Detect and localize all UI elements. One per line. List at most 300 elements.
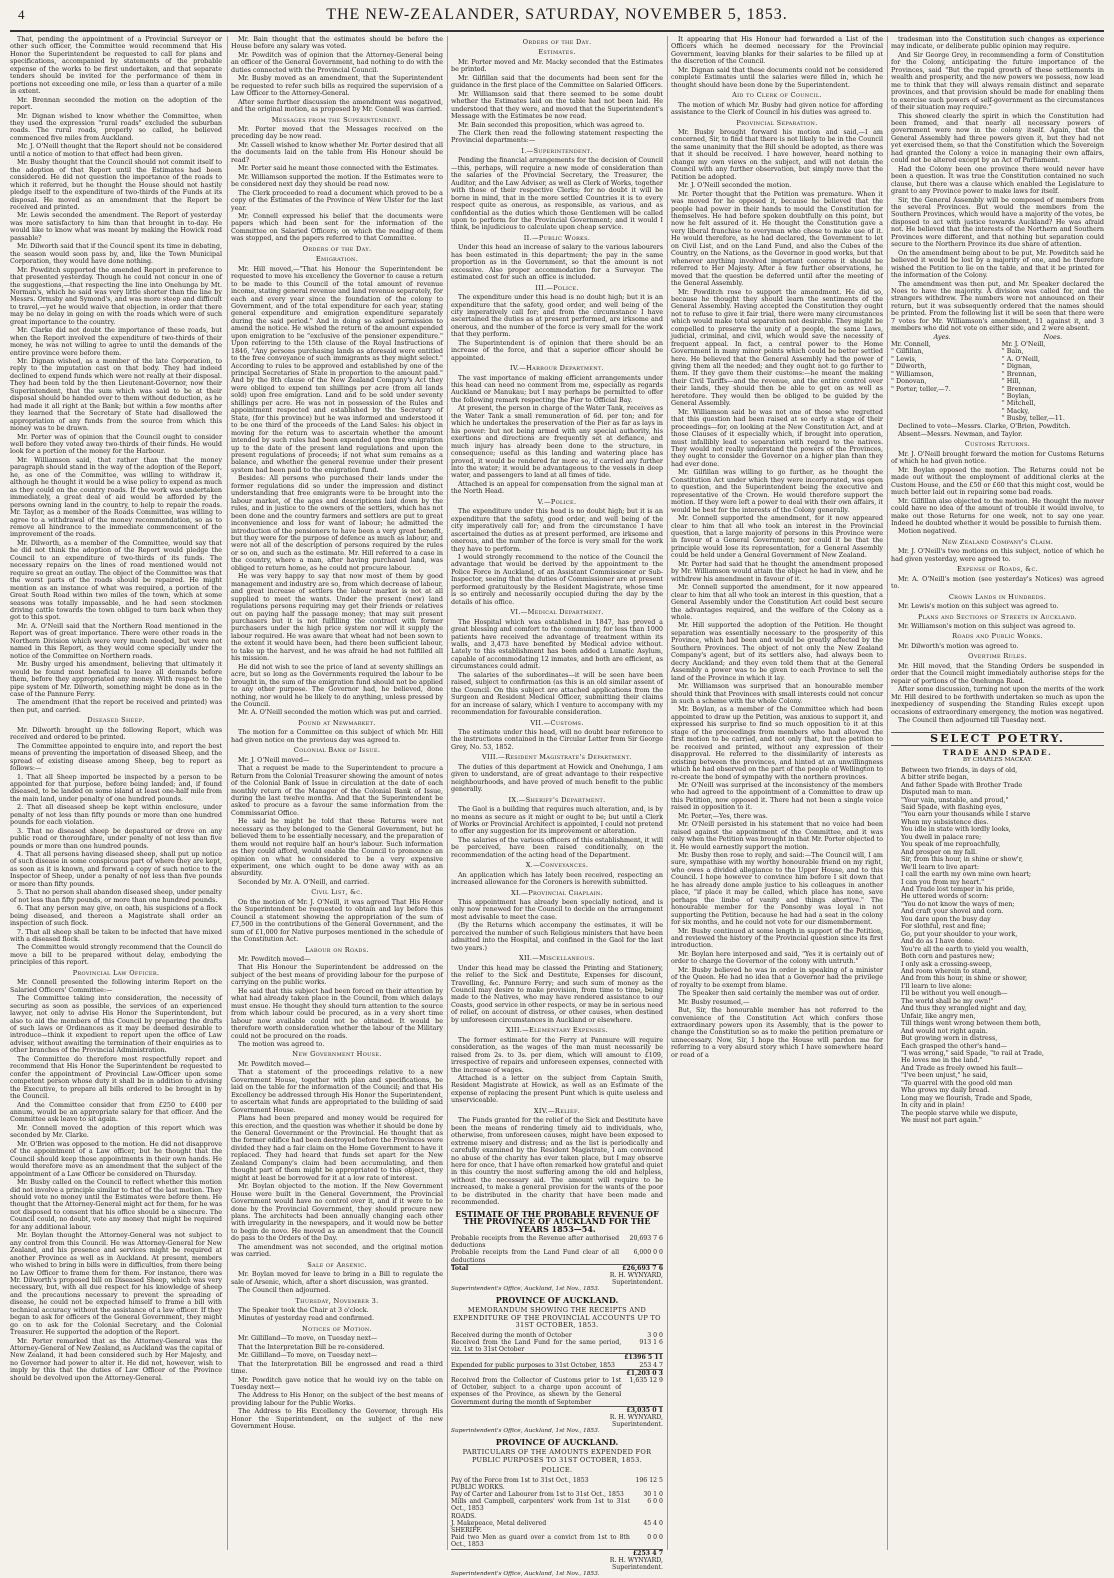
paragraph: Mr. O'Brien was opposed to the motion. He did not disapprove of the appointment of a Law officer, but he thought that the Council should keep those appointments in their own hands. He would therefore move as an amendment that the subject of the appointment of a Law Officer be considered on Thursday. bbox=[10, 1139, 222, 1178]
paragraph: Mr. Dignan said that these documents could not be considered complete Estimates until the salaries were filled in, which he thought should have been done by the Superintendent. bbox=[671, 65, 883, 89]
section-heading: Messages from the Superintendent. bbox=[271, 115, 403, 124]
paragraph: Mr. Boylan thought the Attorney-General was not subject to any control from this Council. He was Attorney-General for New Zealand, and his presence and services might be required at another Province as well as in Auckland. At present, members who wished to bring in bills were in difficulties, from there being no Law Officer to frame them for them. For instance, there was Mr. Dilworth's proposed bill on Diseased Sheep, which was very necessary, but, with all due respect for his knowledge of sheep and the precautions necessary to prevent the spreading of disease, he could not be expected himself to frame a bill with technical accuracy without the assistance of a law officer. If they began to ask for officers of the General Government, they might go on to ask for the Colonial Secretary, and the Colonial Treasurer. He supported the adoption of the Report. bbox=[10, 1231, 222, 1337]
section-heading: XII.—Miscellaneous. bbox=[518, 954, 596, 963]
table-row bbox=[451, 1362, 663, 1370]
paragraph: Mr. Boylan objected to the motion. If the New Government House were built in the General Government, the Provincial Government would have no control over it, and if it were to be done by the Provincial Government, they should procure new plans. The architects had been annually changing each other with irregularity in the newspapers, and it would now be better to begin de novo. He moved as an amendment that the Council do pass to the Orders of the Day. bbox=[231, 1182, 443, 1243]
section-heading: Diseased Sheep. bbox=[87, 716, 145, 725]
poem-line: And Trade as freely owned his fault— bbox=[901, 1063, 1023, 1072]
signature-block bbox=[451, 1414, 663, 1428]
section-heading: Civil List, &c. bbox=[311, 888, 363, 897]
paragraph: The Address to His Excellency the Governor, through His Honor the Superintendent, on the subject of the new Government House. bbox=[231, 1407, 443, 1431]
paragraph: The expenditure under this head is no doubt high; but it is an expenditure that the safety, good order, and well being of the city imperatively call for; and from the circumstance I have ascertained the duties as at present performed, are irksome and onerous, and the number of the force is very small for the work that they perform. bbox=[451, 293, 663, 339]
paragraph: 5. That no person shall abandon diseased sheep, under penalty of not less than fifty pounds, or more than one hundred pounds. bbox=[10, 888, 222, 904]
row-amount: 20,693 7 6 bbox=[629, 1235, 663, 1243]
paragraph: It appearing that His Honour had forwarded a List of the Officers which he deemed necessary for the Provincial Government, leaving blanks for their salaries to be filled up at the discretion of the Council. bbox=[671, 35, 883, 66]
signature-place: Superintendent's Office, Auckland, 1st Nov., 1853. bbox=[451, 1286, 600, 1293]
section-heading: XIII.—Elementary Expenses. bbox=[506, 1026, 608, 1035]
paragraph: Attached is an appeal for compensation from the signal man at the North Head. bbox=[451, 479, 663, 496]
section-heading: Provincial Law Officer. bbox=[72, 968, 160, 977]
paragraph: The duties of this department at Howick and Onehunga, I am given to understand, are of great advantage to their respective neighbourhoods, and have proved of much benefit to the public generally. bbox=[451, 762, 663, 794]
paragraph: The Address to His Honor, on the subject of the best means of providing labour for the Public Works. bbox=[231, 1391, 443, 1407]
list-item: " Porter, teller,—7. bbox=[891, 384, 951, 393]
paragraph: The Gaol is a building that requires much alteration, and, is by no means as secure as it might or ought to be; but until a Clerk of Works or Provincial Architect is appointed, I could not pretend to offer any suggestion for its improvement or alteration. bbox=[451, 805, 663, 836]
paragraph: The amendment was not seconded, and the original motion was carried. bbox=[231, 1242, 443, 1259]
list-item: " Macky, bbox=[1001, 406, 1030, 415]
paragraph: This showed clearly the spirit in which the Constitution had been framed, and that nearly all necessary powers of government were now in the colony itself. Again, that the General Assembly had three powers given it, but they had not yet exercised them, so that the Constitution which the Sovereign had granted the Colony a voice in managing their own affairs, could not be altered except by an Act of Parliament. bbox=[891, 111, 1104, 165]
paragraph: Mr. Lewis's motion on this subject was agreed to. bbox=[898, 602, 1059, 611]
paragraph: That a request be made to the Superintendent to procure a Return from the Colonial Treasurer showing the amount of notes of the Colonial Bank of Issue in circulation at the date of each monthly return of the Manager of the Colonial Bank of Issue, during the last twelve months. And that the Superintendent be asked to procure as a favour the same information from the Commissariat Office. bbox=[231, 764, 443, 817]
paragraph: 1. That all Sheep imported be inspected by a person to be appointed for that purpose, before being landed; and, if found diseased, to be landed on some island at least one-half mile from the main land, under penalty of one hundred pounds. bbox=[10, 772, 222, 803]
list-item: Mr. J. O'Neill, bbox=[1001, 340, 1046, 349]
poem-line: And craft your shovel and corn. bbox=[901, 907, 1004, 916]
table-row bbox=[451, 1339, 663, 1354]
table-row bbox=[451, 1513, 663, 1520]
paragraph: Mr. Dilworth's motion was agreed to. bbox=[898, 641, 1019, 650]
paragraph: Mr. Gilfillan also objected to the motion. He thought the mover could have no idea of the amount of trouble it would involve, to make out those Returns for one week, not to say one year. Indeed he doubted whether it would be possible to furnish them. bbox=[891, 496, 1104, 527]
paragraph: The motion for a Committee on this subject of which Mr. Hill had given notice on the previous day was agreed to. bbox=[231, 728, 443, 744]
paragraph: Mr. Busby brought forward his motion and said,—I am concerned, Sir, to find that there is not likely to be in the Council the same unanimity that the Bill should be adopted, as there was that it should be received. I have however, heard nothing to change my own views on the subject, and will not detain the Council with any further observation, but simply move that the Petition be adopted. bbox=[671, 127, 883, 181]
table-row bbox=[451, 1527, 663, 1534]
signature-title: Superintendent. bbox=[612, 1420, 663, 1428]
paragraph: Mr. A. O'Neill's motion (see yesterday's Notices) was agreed to. bbox=[891, 574, 1104, 591]
row-amount: 913 1 6 bbox=[639, 1338, 663, 1346]
particulars-section: POLICE. bbox=[541, 1466, 573, 1475]
list-item: " Brennan, bbox=[1001, 369, 1037, 378]
section-heading: Colonial Bank of Issue. bbox=[293, 746, 381, 755]
paragraph: Mr. Williamson said that there seemed to be some doubt whether the Estimates laid on the table had not been laid. He understood that they were, and moved that the Superintendent's Message with the Estimates be now read. bbox=[451, 89, 663, 121]
paragraph: The Clerk then read the following statement respecting the Provincial departments:— bbox=[451, 128, 663, 145]
signature-block bbox=[451, 1272, 663, 1286]
row-amount: £1,203 0 3 bbox=[621, 1369, 663, 1377]
row-label bbox=[451, 1406, 621, 1414]
paragraph: 2. That all diseased sheep be kept within enclosure, under penalty of not less than fifty pounds or more than one hundred pounds for each violation. bbox=[10, 803, 222, 827]
poem-line: Long may we flourish, Trade and Spade, bbox=[901, 1093, 1033, 1102]
poem-line: I'll be without you well enough— bbox=[901, 989, 1008, 998]
row-label bbox=[451, 1549, 630, 1557]
paragraph: Mr. Powditch was of opinion that the Attorney-General being an officer of the General Government, had nothing to do with the duties connected with the Provincial Council. bbox=[231, 50, 443, 74]
section-heading: XIV.—Relief. bbox=[533, 1106, 581, 1115]
page-number: 4 bbox=[18, 7, 26, 22]
paragraph: An application which has lately been received, respecting an increased allowance for the Coroners is herewith submitted. bbox=[451, 870, 663, 887]
poem-line: In city and in plain! bbox=[901, 1101, 965, 1110]
poem-line: And father Spade with Brother Trade bbox=[901, 780, 1023, 789]
paragraph: Mr. Connell expressed his belief that the documents were papers which had been sent for the information of the Committee on Salaried Officers; on which the reading of them was stopped, and the papers referred to that Committee. bbox=[231, 211, 443, 243]
signature-name: R. H. WYNYARD, bbox=[609, 1556, 663, 1564]
paragraph: The former estimate for the Ferry at Panmure will require consideration, as the wages of the man must necessarily be raised from 2s. to 3s. per diem, which will amount to £109, irrespective of repairs and unforeseen expenses, connected with the increase of wages. bbox=[451, 1035, 663, 1074]
poem-line: I'll learn to live alone: bbox=[901, 981, 972, 990]
paragraph: Mr. Porter remarked that as the Attorney-General was the Attorney-General of New Zealand, as Auckland was the capital of New Zealand, it had been considered such by Her Majesty, and no Governor had power to alter it. He did not, however, wish to imply by this that the duties of Law Officer of the Province should be devolved upon the Attorney-General. bbox=[10, 1336, 222, 1382]
paragraph: The Committee do therefore most respectfully report and recommend that His Honor the Superintendent be requested to confer the appointment of Provincial Law-Officer upon some competent person whose duty it shall be in addition to advising the Executive, to prepare all bills ordered to be brought in by the Council. bbox=[10, 1054, 222, 1101]
column-divider bbox=[667, 36, 668, 1550]
row-label: J. Makepeace, Metal delivered bbox=[451, 1519, 547, 1527]
paragraph: Mr. Williamson said, that rather than that the money paragraph should stand in the way of the adoption of the Report, he, as one of the Committee, was willing to withdraw it, although he thought it would be a wise policy to expend as much as they could on the country roads. If the work was undertaken immediately, a great deal of aid would be afforded by the persons owning land in the country, to help to repair the roads. Mr. Taylor, as a member of the Roads Committee, was willing to agree to a withdrawal of the money recommendation, so as to remove all hindrance to the immediate commencement of the improvement of the roads. bbox=[10, 455, 222, 539]
signature-place: Superintendent's Office, Auckland, 1st Nov., 1853. bbox=[451, 1570, 600, 1577]
poem-line: You dwell in palace rare; bbox=[901, 832, 982, 841]
row-amount: 3 0 0 bbox=[647, 1331, 663, 1339]
row-amount bbox=[630, 1527, 663, 1534]
section-heading: Labour on Roads. bbox=[305, 945, 369, 954]
section-heading: Thursday, November 3. bbox=[295, 1296, 379, 1305]
columns bbox=[10, 35, 1105, 1577]
row-amount: 30 1 0 bbox=[643, 1490, 663, 1498]
section-heading: Notices of Motion. bbox=[302, 1324, 372, 1333]
poem-title: TRADE AND SPADE. bbox=[942, 747, 1053, 757]
poetry-section bbox=[891, 732, 1104, 1124]
section-heading: VI.—Medical Department. bbox=[510, 608, 604, 617]
poem-line: "You earn your thousands while I starve bbox=[901, 810, 1031, 819]
paragraph: Mr. Powditch gave notice that he would ivy on the table on Tuesday next— bbox=[231, 1375, 443, 1392]
paragraph: Mr. Busby believed he was in order in speaking of a minister of the Queen. He had no idea that a Governor had the privilege of royalty to be exempt from blame. bbox=[671, 965, 883, 989]
section-heading: III.—Police. bbox=[535, 283, 579, 292]
paragraph: The Speaker took the Chair at 3 o'clock. bbox=[238, 1305, 369, 1314]
paragraph: Mr. Clarke did not doubt the importance of these roads, but when the Report involved the expenditure of two-thirds of their money, he was not willing to agree to until the demands of the entire province were before them. bbox=[10, 326, 222, 357]
noes-heading: Noes. bbox=[1043, 332, 1063, 341]
list-item: " Busby, teller,—11. bbox=[1001, 414, 1065, 423]
list-item: Mr. Connell, bbox=[891, 340, 931, 349]
paragraph: Absent—Messrs. Newman, and Taylor. bbox=[898, 430, 1023, 438]
poem-line: A bitter strife began, bbox=[901, 773, 969, 782]
poem-line: We'll learn to live apart: bbox=[901, 862, 979, 871]
poem-line: Till things went wrong between them both, bbox=[901, 1019, 1042, 1028]
paragraph: Mr. Busby continued at some length in support of the Petition, and reviewed the history of the Provincial question since its first introduction. bbox=[671, 926, 883, 950]
table-row bbox=[451, 1332, 663, 1339]
poem-line: I only ask a crossing-sweep, bbox=[901, 959, 992, 968]
paragraph: On the motion of Mr. J. O'Neill, it was agreed That His Honor the Superintendent be requested to obtain and lay before this Council a statement showing the appropriation of the sum of £7,500 in the contributions of the General Government, and the sum of £1,000 for Native purposes mentioned in the schedule of the Constitution Act. bbox=[231, 897, 443, 944]
paragraph: But, Sir, the honourable member has not referred to the convenience of the Constitution Act which confers those extraordinary powers upon its Assembly, that is the power to change the Constitution so as to make the petition premature or unnecessary. Now, Sir, I hope the House will pardon me for referring to a very absurd story which I have somewhere heard or read of a bbox=[671, 1006, 883, 1059]
poem-line: Both corn and pastures new; bbox=[901, 952, 995, 961]
table-row bbox=[451, 1549, 663, 1557]
paragraph: Mr. Gillilland—To move, on Tuesday next— bbox=[238, 1351, 378, 1360]
row-label: SHERIFF. bbox=[451, 1526, 482, 1534]
division-list bbox=[891, 334, 1104, 423]
column-divider bbox=[887, 36, 888, 1550]
section-heading: VIII.—Resident Magistrate's Department. bbox=[482, 753, 632, 762]
list-item: " Hill, bbox=[1001, 377, 1021, 386]
table-row bbox=[451, 1498, 663, 1512]
poem-line: And would not right again. bbox=[901, 1026, 988, 1035]
paragraph: Mr. A. O'Neill seconded the motion which was put and carried. bbox=[238, 708, 443, 717]
row-label: Pay of Carter and Labourer from 1st to 31st Oct., 1853 bbox=[451, 1490, 624, 1498]
paragraph: Mr. Hill supported the adoption of the Petition. He thought separation was essentially necessary to the prosperity of this Province, which had been and would be greatly affected by the Southern Provinces. The object of not only the New Zealand Company's agent, but of its settlers also, had always been to decry Auckland; and they even told them that at the General Assembly a power was to be given to each Province to sell the land of the Province in which it lay. bbox=[671, 621, 883, 682]
table-row bbox=[451, 1369, 663, 1377]
masthead bbox=[0, 6, 1114, 28]
paragraph: Mr. Busby thought that the Council should not commit itself to the adoption of that Report until the Estimates had been considered. He did not question the importance of the roads to which it referred, but he thought the House should not hastily pledge itself to the expenditure of two-thirds of the Funds at its disposal. He moved as an amendment that the Report be received and printed. bbox=[10, 158, 222, 211]
section-heading: Orders of the Day. bbox=[302, 244, 372, 253]
row-label bbox=[451, 1369, 621, 1377]
column-3 bbox=[451, 36, 663, 1577]
table-row bbox=[451, 1484, 663, 1491]
paragraph: 7. That all sheep shall be taken to be infected that have mixed with a diseased flock. bbox=[10, 927, 222, 944]
section-heading: Roads and Public Works. bbox=[952, 632, 1043, 641]
signature-place: Superintendent's Office, Auckland, 1st Nov., 1853. bbox=[451, 1427, 600, 1434]
paragraph: I would strongly recommend to the notice of the Council the advantage that would be derived by the appointment to the Police Force in Auckland, of an Assistant Commissioner or Sub-Inspector, seeing that the duties of Commissioner are at present performed gratuitously by the Resident Magistrate, whose time is so entirely and necessarily occupied during the day by the details of his office. bbox=[451, 553, 663, 606]
paragraph: The salaries of the various officers of this establishment, it will be perceived, have been raised conditionally, on the recommendation of the acting head of the Department. bbox=[451, 835, 663, 859]
list-item: " Mitchell, bbox=[1001, 399, 1036, 408]
paragraph: He said that this subject had been forced on their attention by what had already taken place in the Council, from which delays must ensue. He thought they should turn attention to the source from which labour could be procured, as in a very short time labour now available could not be obtained. It would be therefore worth consideration whether the labour of the Military could not be procured on the roads. bbox=[231, 986, 443, 1040]
list-item: " Lewis, bbox=[891, 354, 917, 363]
paragraph: Mr. Porter had said that he thought the amendment proposed by Mr. Williamson would attain the object he had in view, and he withdrew his amendment in favour of it. bbox=[671, 559, 883, 583]
paragraph: Had the Colony been one province there would never have been a question. It was true the Constitution contained no such clause, but there was a clause which enabled the Legislature to grant to any Province power to make laws for itself. bbox=[891, 164, 1104, 196]
row-amount: 6 0 0 bbox=[647, 1498, 663, 1506]
paragraph: Mr. Bain thought that the estimates should be before the House before any salary was voted. bbox=[231, 35, 443, 51]
noes-list bbox=[1002, 334, 1104, 423]
table-row bbox=[451, 1264, 663, 1272]
paragraph: Mr. Busby moved as an amendment, that the Superintendent be requested to refer such bills as required the supervision of a Law Officer to the Attorney-General. bbox=[231, 74, 443, 98]
row-label: Received from the Collector of Customs prior to 1st of October, subject to a charge upon account of expenses of the Province, as shewn by the General Government during the month of September bbox=[451, 1376, 622, 1406]
column-divider bbox=[447, 36, 448, 1550]
list-item: " Dignan, bbox=[1001, 362, 1033, 371]
list-item: " Gilfillan, bbox=[891, 347, 924, 356]
list-item: " Williamson, bbox=[891, 369, 934, 378]
paragraph: Mr. Dilworth brought up the following Report, which was received and ordered to be printed. bbox=[10, 725, 222, 742]
section-heading: VII.—Customs. bbox=[530, 718, 584, 727]
ayes-list bbox=[891, 334, 993, 423]
memo-subheading: MEMORANDUM SHOWING THE RECEIPTS AND EXPENDITURE OF THE PROVINCIAL ACCOUNTS UP TO 31ST OCTOBER, 1853. bbox=[453, 1306, 661, 1330]
paragraph: After some further discussion the amendment was negatived, and the original motion, as proposed by Mr. Connell was carried. bbox=[231, 97, 443, 114]
paragraph: Mr. Connell supported the amendment, for it now appeared clear to him that all who took an interest in this question, that a General Assembly under the Constitution Act could best secure the advantages required, and the welfare of the Colony as a whole. bbox=[671, 583, 883, 621]
poem-line: "I was wrong," said Spade, "to rail at Trade, bbox=[901, 1048, 1044, 1057]
paragraph: The motion of which Mr. Busby had given notice for affording assistance to the Clerk of Council in his duties was agreed to. bbox=[671, 100, 883, 117]
paragraph: (By the Returns which accompany the estimates, it will be perceived the number of such Religious ministers that have been admitted into the Hospital, and confined in the Gaol for the last two years.) bbox=[451, 921, 663, 952]
paragraph: The Committee taking into consideration, the necessity of securing as soon as possible, the services of an experienced lawyer, not only to advise His Honor the Superintendent, but also to aid the members of this Council by preparing the drafts of such laws or Ordinances as it may be deemed desirable to introduce—think it expedient to report upon the office of Law adviser, without awaiting the termination of their enquiries as to other branches of the Provincial Administration. bbox=[10, 994, 222, 1055]
section-heading: I.—Superintendent. bbox=[521, 146, 593, 155]
paragraph: Mr. Hill moved,—"That his Honour the Superintendent be requested to move his excellency the Governor to cause a return to be made to this Council of the total amount of revenue income, stating general revenue and land revenue separately, for each and every year since the foundation of the colony to Government, and of the total expenditure for each year, stating general expenditure and emigration expenditure separately during the said period." And in doing so asked permission to amend the notice. He wished the return of the amount expended upon emigration to be "exclusive of the pensioner expenditure." Upon referring to the 15th clause of the Royal Instructions of 1846, "Any persons purchasing lands as aforesaid were entitled to the free conveyance of such immigrants as they might select." According to rules to be approved and established by one of the principal Secretaries of State in proportion to the amount paid." And by the 8th clause of the New Zealand Company's Act they were obliged to expend ten shillings per acre (from all lands sold) upon free emigration. Land and to be sold under seventy shillings per acre. He was not in possession of the Rules and appointment respected and established by the Secretary of State, (for this province) but he was informed and understood it to be one third of the proceeds of the Land Sales: his object in moving for the return was to ascertain whether the amount intended by such rules had been expended upon free emigration up to the date of the present land regulations and upon the present regulations of proceeds; if not what sum remains as a balance, and whether the general revenue under their present system had been paid to the emigration fund. bbox=[231, 264, 443, 474]
section-heading: XI.—Provincial Chaplain. bbox=[511, 888, 603, 897]
signature-name: R. H. WYNYARD, bbox=[609, 1413, 663, 1421]
poem-line: I can you from my heart." bbox=[901, 877, 985, 886]
paragraph: The estimate under this head, will no doubt bear reference to the instructions contained in the Circular Letter from Sir George Grey, No. 53, 1852. bbox=[451, 727, 663, 751]
paragraph: The Speaker then said certainly the member was out of order. bbox=[678, 989, 880, 998]
particulars-heading: PROVINCE OF AUCKLAND. bbox=[495, 1436, 619, 1447]
section-heading: Provincial Separation. bbox=[736, 118, 818, 127]
paragraph: Motion negatived. bbox=[898, 527, 957, 536]
paragraph: The salaries of the subordinates—it will be seen have been raised, subject to confirmation (as this is an old similar assent of the Council. On this subject are attached applications from the Surgeon and Resident Medical Officer, submitting their claims for an increase of salary, which I venture to accompany with my recommendation for favourable consideration. bbox=[451, 670, 663, 717]
row-label bbox=[451, 1354, 621, 1362]
paragraph: Mr. J. O'Neill's two motions on this subject, notice of which he had given yesterday, were agreed to. bbox=[891, 547, 1104, 563]
paragraph: Mr. J. O'Neill thought that the Report should not be considered until a notice of motion to that effect had been given. bbox=[10, 142, 222, 158]
paragraph: Minutes of yesterday read and confirmed. bbox=[238, 1314, 374, 1323]
paragraph: Attached is a letter on the subject from Captain Smith, Resident Magistrate at Howick, as well as an Estimate of the expense of replacing the present Punt which is quite useless and unserviceable. bbox=[451, 1074, 663, 1105]
list-item: " Boylan, bbox=[1001, 391, 1031, 400]
paragraph: Mr. Brennan seconded the motion on the adoption of the report. bbox=[10, 95, 222, 112]
section-heading: Crown Lands in Hundreds. bbox=[948, 592, 1047, 601]
paragraph: Mr. Porter said he meant those connected with the Estimates. bbox=[238, 164, 439, 173]
paragraph: Mr. Powditch supported the amended Report in preference to that presented yesterday. Though he could not concur in one of the suggestions,—that respecting the line into Onehunga by Mt. Norman's, which he said was very little shorter than the line by Messrs. Ormsby and Symond's, and was more steep and difficult to travel,—yet he would waive that objection, in order that there may be no delay in going on with the roads which were of such great importance to the country. bbox=[10, 265, 222, 326]
poem-body bbox=[891, 767, 1104, 1125]
poem-line: And thus they wrangled night and day, bbox=[901, 1004, 1027, 1013]
row-label: ROADS. bbox=[451, 1512, 477, 1520]
row-amount bbox=[630, 1513, 663, 1520]
poem-line: And from this hour, in shine or shower, bbox=[901, 974, 1028, 983]
poem-line: For slothful, rest and fine; bbox=[901, 922, 986, 931]
paragraph: 3. That no diseased sheep be depastured or drove on any public road or thoroughfare, under penalty of not less than five pounds or more than one hundred pounds. bbox=[10, 826, 222, 850]
paragraph: The amendment was then put, and Mr. Speaker declared the Noes to have the majority. A division was called for, and the strangers withdrew. The numbers were not announced on their return, but it was subsequently ordered that the names should be printed. From the following list it will be seen that there were 7 votes for Mr. Williamson's amendment, 11 against it, and 3 members who did not vote on either side, and 2 were absent. bbox=[891, 279, 1104, 333]
paragraph: Mr. Williamson's motion on this subject was agreed to. bbox=[898, 621, 1076, 630]
paragraph: Mr. J. O'Neill moved— bbox=[238, 755, 310, 764]
paragraph: He was very happy to say that now most of them by good management and industry are so, from which decrease of labour, and great increase of settlers the labour market is not at all supplied to meet the wants. Under the present (new) land regulations persons requiring may get their friends or relatives out on paying half the passage money; that may suit present purchasers but it is not fulfilling the contract with former purchasers under the high price system nor will it supply the labour required. He was aware that wheat had not been sown to the extent it would have been, had there been sufficient labour, to take up the harvest, and he was afraid he had not fulfilled all his mission. bbox=[231, 572, 443, 663]
paragraph: Mr. A. O'Neill said that the Northern Road mentioned in the Report was of great importance. There were other roads in the Northern Division which were very much needed, but were not named in this Report, as they would come specially under the notice of the Committee on Northern roads. bbox=[10, 621, 222, 660]
masthead-rule bbox=[10, 30, 1104, 32]
paragraph: Mr. O'Neill persisted in his statement that no voice had been raised against the appointment of the Committee, and it was only when the Petition was brought in that Mr. Porter objected to it. He would earnestly support the motion. bbox=[671, 820, 883, 851]
row-amount: £26,693 7 6 bbox=[619, 1264, 663, 1272]
row-amount: 0 0 0 bbox=[647, 1534, 663, 1542]
section-heading: Overtime Rules. bbox=[968, 652, 1027, 661]
row-amount: 196 12 5 bbox=[635, 1476, 663, 1484]
row-label: Expended for public purposes to 31st October, 1853 bbox=[451, 1361, 615, 1369]
poem-line: You idle in state with lordly looks, bbox=[901, 825, 1011, 834]
paragraph: Mr. J. O'Neill seconded the motion. bbox=[678, 181, 792, 190]
poem-line: Who grows my daily bread. bbox=[901, 1086, 990, 1095]
poem-line: And prosper on my fall. bbox=[901, 847, 978, 856]
poem-line: "Your vain, unstable, and proud," bbox=[901, 795, 1009, 804]
section-heading: Aid to Clerk of Council. bbox=[732, 91, 822, 100]
estimate-table bbox=[451, 1235, 663, 1272]
section-heading: X.—Conveyances. bbox=[525, 861, 589, 870]
paragraph: That His Honour the Superintendent be addressed on the subject of the best means of providing labour for the purpose of carrying on the public works. bbox=[231, 963, 443, 987]
poem-line: But growing worn in distress, bbox=[901, 1034, 998, 1043]
poem-line: Said Spade, with flashing eyes, bbox=[901, 803, 1003, 812]
estimate-heading: ESTIMATE OF THE PROBABLE REVENUE OF THE PROVINCE OF AUCKLAND FOR THE YEARS 1853—54. bbox=[455, 1208, 659, 1234]
paragraph: Mr. Porter moved that the Messages received on the preceding day be now read. bbox=[231, 124, 443, 141]
poem-line: The people starve while we dispute, bbox=[901, 1108, 1018, 1117]
row-amount: 6,000 0 0 bbox=[633, 1249, 663, 1257]
poem-author: BY CHARLES MACKAY. bbox=[962, 757, 1033, 764]
table-row bbox=[451, 1534, 663, 1549]
section-heading: IX.—Sheriff's Department. bbox=[508, 795, 606, 804]
paragraph: Mr. Connell supported the amendment, for it now appeared clear to him that all who took an interest in the Provincial question, that a large majority of persons in this Province were in favour of a General Government; nor could it be that the principle would lose its representation, for a General Assembly could be held under a General Government of New Zealand. bbox=[671, 514, 883, 560]
row-label: Paid two Men as guard over a convict from 1st to 8th Oct., 1853 bbox=[451, 1534, 630, 1549]
newspaper-title: THE NEW-ZEALANDER, SATURDAY, NOVEMBER 5, 1853. bbox=[326, 6, 788, 23]
paragraph: Under this head may be classed the Printing and Stationery, the relief to the Sick and Destitute, Expenses for discount, Travelling, &c. Pannure Ferry; and such sum of money as the Council may desire to make provision, from time to time, being made to the Natives, who may have rendered assistance to our Coasts, good service in other respects, or may be in serious need of relief, on account of distress, or other causes, when destined by unforeseen circumstances in Auckland or elsewhere. bbox=[451, 963, 663, 1024]
paragraph: 4. That all persons having diseased sheep, shall put up notice of such disease in some conspicuous part of where they are kept, as soon as it is known, and forward a copy of such notice to the Inspector of Sheep, under a penalty of not less than five pounds or more than fifty pounds. bbox=[10, 850, 222, 888]
paragraph: And the Committee consider that from £250 to £400 per annum, would be an appropriate salary for that officer. And the Committee ask leave to sit again. bbox=[10, 1100, 222, 1124]
paragraph: Mr. Gilfillan was willing to go further, as he thought the Constitution Act under which they were incorporated, was open to question, and the Superintendent being the executive and representative of the Crown. He would therefore support the motion. If they were left a power to deal with their own affairs, it would be best for the interests of the Colony generally. bbox=[671, 468, 883, 514]
poem-line: "I've been unjust," he said, bbox=[901, 1071, 988, 1080]
paragraph: Mr. Powditch rose to support the amendment. He did so, because he thought they should learn the sentiments of the General Assembly. Having accepted the Constitution they ought not to refuse to give it fair trial, there were many circumstances which would make total separation not desirable. They might be compelled to preserve the unity of a people, the same Laws, judicial, criminal, and civil, which would save the necessity of frequent appeal. In fact, a central power to the Home Government in many minor points which could be better settled here. He believed that the General Assembly had the power of giving them all the needed; and they ought not to go further to them. If they gave them their customs:—he meant the making their Civil Tariffs—and the revenue, and the entire control over their lands, they should then be able to get on as well as heretofore. They would then be obliged to be guided by the General Assembly. bbox=[671, 287, 883, 408]
poem-line: You dare upon the busy day bbox=[901, 914, 991, 923]
paragraph: Mr. Busby resumed,— bbox=[678, 997, 750, 1006]
poem-line: And Trade lost temper in his pride, bbox=[901, 885, 1015, 894]
particulars-subheading: PARTICULARS OF THE AMOUNTS EXPENDED FOR PUBLIC PURPOSES TO 31ST OCTOBER, 1853. bbox=[462, 1448, 652, 1464]
paragraph: The vast importance of making efficient arrangements under this head can need no comment from me, especially as regards Auckland or Manukau; but I may perhaps be permitted to offer the following remark respecting the Pier to Official Bay. bbox=[451, 373, 663, 404]
poem-line: And room wherein to stand, bbox=[901, 967, 992, 975]
paragraph: Sir, the General Assembly will be composed of members from the several Provinces. But would the members from the Southern Provinces, which would have a majority of the votes, be disposed to act with justice towards Auckland? He was afraid not. He believed that the interests of the Northern and Southern Provinces were different, and that nothing but separation could secure to the Northern Province its due share of attention. bbox=[891, 195, 1104, 249]
paragraph: Mr. Busby called on the Council to reflect whether this motion did not involve a principle similar to that of the last motion. They should vote no money until the Estimates were before them. He thought that the Attorney-General might act for them, for he was not disposed to consent that his office should be a sinecure. The Council could, no doubt, vote any money that might be required for any additional labour. bbox=[10, 1178, 222, 1231]
row-amount: 253 4 7 bbox=[639, 1361, 663, 1369]
paragraph: That the Interpretation Bill be re-considered. bbox=[238, 1342, 385, 1351]
paragraph: Mr. Dignan wished, as a member of the late Corporation, to reply to the imputation cast on that body. They had indeed declined to expend funds which were not really at their disposal. They had been told by the then Lieutenant-Governor, now their Superintendent, that the sum which was said to be at their disposal should be handed over to them without deduction, as he had made it all right at the Bank; but within a few months after they learned that the Secretary of State had disallowed the appropriation of any funds from the source from which this money was to be drawn. bbox=[10, 357, 222, 433]
list-item: " Bain, bbox=[1001, 347, 1024, 356]
column-4 bbox=[671, 36, 883, 1550]
section-heading: V.—Police. bbox=[537, 497, 577, 506]
section-heading: New Zealand Company's Claim. bbox=[941, 537, 1054, 546]
paragraph: The Superintendent is of opinion that there should be an increase of the force, and that a superior officer should be appointed. bbox=[451, 338, 663, 362]
paragraph: The Council then adjourned. bbox=[238, 1286, 331, 1295]
particulars-table bbox=[451, 1477, 663, 1557]
section-heading: New Government House. bbox=[292, 1050, 382, 1059]
table-row bbox=[451, 1249, 663, 1264]
paragraph: After some discussion, turning not upon the merits of the work Mr. Hill desired to be forthwith undertaken so much as upon the inexpediency of suspending the Standing Rules except upon occasions of extraordinary emergency, the motion was negatived. bbox=[891, 685, 1104, 716]
poem-line: Between two friends, in days of old, bbox=[901, 765, 1018, 774]
paragraph: At present, the person in charge of the Water Tank, receives as the Water Tank a small remuneration of 6d. per ton; and for which he undertakes the preservation of the Pier as far as lays in his power: but not being armed with any special authority, his exertions and directions are frequently set at defiance, and much injury has already been done to the structure, in consequence; useful as this landing and watering place has proved, it would be rendered far more so, if carried any further into the water; it would be advantageous to the vessels in deep water, and passengers to land at all times of tide. bbox=[451, 404, 663, 480]
section-heading: Customs Returns. bbox=[964, 440, 1031, 449]
memo-heading: PROVINCE OF AUCKLAND. bbox=[495, 1294, 619, 1305]
poem-line: Disputed man to man. bbox=[901, 788, 973, 797]
poem-line: We must not part again." bbox=[901, 1116, 982, 1125]
paragraph: Mr. Gillilland—To move, on Tuesday next— bbox=[238, 1334, 378, 1343]
poem-line: He loves me in the land." bbox=[901, 1056, 983, 1065]
paragraph: Mr. Hill moved, that the Standing Orders be suspended in order that the Council might immediately authorise steps for the repair of portions of the Onehunga Road. bbox=[891, 661, 1104, 685]
table-row bbox=[451, 1491, 663, 1498]
row-amount: £1396 5 11 bbox=[621, 1354, 663, 1362]
section-heading: IV.—Harbour Department. bbox=[510, 364, 604, 373]
row-label: Received during the month of October bbox=[451, 1331, 572, 1339]
row-amount bbox=[630, 1484, 663, 1491]
paragraph: Mr. Williamson said he was not one of those who regretted that this question had been raised at so early a stage of their proceedings—for, on looking at the New Constitution Act, and at those Clauses of it especially which, if brought into operation, must infallibly lead to separation with regard to the natives. They would not really understand the powers of the Provinces, they ought to consider the Governor on a higher plan than they had ever done. bbox=[671, 407, 883, 468]
paragraph: The amendment (that the report be received and printed) was then put, and carried. bbox=[10, 698, 222, 714]
signature-name: R. H. WYNYARD, bbox=[609, 1272, 663, 1280]
paragraph: Mr. Gilfillan said that the documents had been sent for the guidance in the first place of the Committee on Salaried Officers. bbox=[451, 73, 663, 90]
section-heading: Pound at Newmarket. bbox=[298, 718, 376, 727]
poem-line: You speak of me reproachfully, bbox=[901, 840, 1001, 849]
paragraph: The Funds granted for the relief of the Sick and Destitute have been the means of rendering timely aid to individuals, who, otherwise, from unforeseen causes, might have been exposed to extreme misery and distress; and as the list is periodically and carefully examined by the Resident Magistrate, I am convinced no abuse of the charity has ever taken place, but I may observe here for once, that I have often remarked how grateful and quiet in this country the most suffering among the old and helpless, without the necessary aid. The amount will require to be increased, to make a general provision for the wants of the poor to be distributed in the charity that have been made and recommended. bbox=[451, 1116, 663, 1207]
table-row bbox=[451, 1520, 663, 1527]
row-label: PUBLIC WORKS. bbox=[451, 1483, 505, 1491]
poem-line: "You do not know the ways of men; bbox=[901, 899, 1015, 908]
paragraph: Mr. Powditch moved— bbox=[238, 955, 311, 964]
paragraph: Mr. Dignan wished to know whether the Committee, when they used the expression "rural roads" excluded the suburban roads. The rural roads, properly so called, he believed commenced five miles from Auckland. bbox=[10, 111, 222, 142]
poem-line: Unfair, like angry men, bbox=[901, 1011, 976, 1020]
paragraph: Declined to vote—Messrs. Clarke, O'Brien, Powditch. bbox=[898, 421, 1071, 430]
table-row bbox=[451, 1406, 663, 1414]
paragraph: Mr. Porter thought that the Petition was premature. When it was moved for he opposed it, because he believed that the people had power in their hands to mould the Constitution for themselves. He had before spoken doubtfully on this point, but now he felt assured of it. He thought the Constitution gave a very liberal franchise to everyman who chose to make use of it. He would therefore, as he had declared, the Government to let on Civil List, and on the Land Fund, and also the Cubes of the Country, on the Nations, as the Governor in good works, but that whenever anything involved important concerns it should be referred to Her Majesty. After a few further observations, he moved that the question be deferred until after the meeting of the General Assembly. bbox=[671, 189, 883, 288]
column-5 bbox=[891, 36, 1104, 1550]
paragraph: Mr. Boylan opposed the motion. The Returns could not be made out without the employment of additional clerks at the Custom House, and the £50 or £60 that this might cost, would be much better laid out in repairing some bad roads. bbox=[891, 465, 1104, 497]
poem-line: "To quarrel with the good old man bbox=[901, 1078, 1013, 1087]
poem-line: Go, put your shoulder to your work, bbox=[901, 929, 1018, 938]
paragraph: The Hospital which was established in 1847, has proved a great blessing and comfort to the community, for less than 1000 patients have received the advantage of treatment within its walls, and 3,473 have benefited by Medical advice without. Lately to this establishment has been added a Lunatic Asylum, capable of accommodating 12 inmates, and both are efficient, as circumstances could admit. bbox=[451, 617, 663, 671]
paragraph: And Sir George Grey, in recommending a form of Constitution for the Colony, anticipating the future importance of the Provinces, said "But the rapid growth of these settlements in wealth and prosperity, and the new powers we possess, now lead me to think that they will always remain distinct and separate provinces, and that provision should be made for enabling them to exercise such powers of self-government as the circumstances of their situation may require." bbox=[891, 50, 1104, 112]
paragraph: Mr. Boylan moved for leave to bring in a Bill to regulate the sale of Arsenic, which, after a short discussion, was granted. bbox=[231, 1270, 443, 1286]
row-amount: 1,635 12 9 bbox=[629, 1376, 663, 1384]
paragraph: Mr. Cassell wished to know whether Mr. Porter desired that all the documents laid on the table from His Honour should be read? bbox=[231, 140, 443, 164]
section-heading: Sale of Arsenic. bbox=[307, 1260, 367, 1269]
paragraph: Mr. Boylan, as a member of the Committee which had been appointed to draw up the Petition, was anxious to support it, and expressed his surprise to find so much opposition to it at this stage of the proceedings from members who had allowed the first motion to be carried, and not only that, but the petition to be received and printed, without any expression of their disapproval. He referred to the dissimilarity of interests as existing between the provinces, and hinted at an unwillingness which he had observed on the part of the people of Wellington to re-create the bond of sympathy with the northern provinces. bbox=[671, 705, 883, 781]
paragraph: He did not wish to see the price of land at seventy shillings an acre, but so long as the Governments required the labour to be brought in, the sum of the emigration fund should not be applied to any other purpose. The Governor had, he believed, done nothing, nor would he be likely to do anything, unless pressed by the Council. bbox=[231, 662, 443, 708]
column-1 bbox=[10, 36, 222, 1550]
table-row bbox=[451, 1354, 663, 1362]
paragraph: That the Interpretation Bill be engrossed and read a third time. bbox=[231, 1359, 443, 1376]
row-label: Probable receipts from the Land Fund clear of all deductions bbox=[451, 1249, 620, 1264]
paragraph: Mr. Bain seconded this proposition, which was agreed to. bbox=[458, 120, 645, 129]
paragraph: Mr. Porter,—Yes, there was. bbox=[678, 811, 768, 820]
paragraph: Besides: All persons who purchased their lands under the former regulations did so under the impression and distinct understanding that free emigrants were to be brought into the labour market, of the ages and descriptions laid down by the rules, and in justice to the owners of the settlers, which has not been done and the country farmers and settlers are put to great inconvenience and loss for want of labour; he admitted the introduction of the pensioners to have been a very great benefit, but they were for the purpose of defence as much as labour, and were not all of the description of persons required by the rules or so on, and such as the estimate. Mr. Hill referred to a case in the country, where a man, after having purchased land, was obliged to return home, as he could not procure labour. bbox=[231, 474, 443, 572]
paragraph: He said he might be told that these Returns were not necessary as they belonged to the General Government, but he believed them to be essentially necessary, and the preparation of them would not require half an hour's labour. Such information as they could afford, would enable the Council to pronounce an opinion on what he considered to be a very expensive experiment, one which ought to be done away with as an absurdity. bbox=[231, 817, 443, 878]
poetry-heading: SELECT POETRY. bbox=[891, 732, 1104, 745]
paragraph: Mr. Connell presented the following interim Report on the Salaried Officers' Committee:— bbox=[10, 978, 222, 994]
section-heading: II.—Public Works. bbox=[523, 233, 591, 242]
paragraph: tradesman into the Constitution such changes as experience may indicate, or deliberate public opinion may require. bbox=[891, 35, 1104, 51]
poem-line: I call the earth my own mine own heart; bbox=[901, 870, 1032, 879]
poem-line: You're all the earth to yield you wealth, bbox=[901, 944, 1029, 953]
paragraph: The expenditure under this head is no doubt high; but it is an expenditure that the safety, good order, and well being of the city imperatively call for; and from the circumstance I have ascertained the duties as at present performed, are irksome and onerous, and the number of the force is very small for the work they have to perform. bbox=[451, 507, 663, 553]
paragraph: Mr. Connell moved the adoption of this report which was seconded by Mr. Clarke. bbox=[10, 1123, 222, 1140]
paragraph: That, pending the appointment of a Provincial Surveyor or other such officer, the Committee would recommend that His Honor the Superintendent be requested to call for plans and specifications, accompanied by statements of the probable expense of the works to be first undertaken, and that separate tenders should be invited for the performance of them in portions not exceeding one mile, or less than a quarter of a mile in extent. bbox=[10, 35, 222, 96]
paragraph: Mr. Lewis seconded the amendment. The Report of yesterday was more satisfactory to him than that brought in to-day. He would like to know what was meant by making the Howick road passable? bbox=[10, 211, 222, 242]
signature-block bbox=[451, 1557, 663, 1571]
paragraph: Mr. Porter was of opinion that the Council ought to consider well before they voted away two-thirds of their funds. He would look for a portion of the money for the Harbour. bbox=[10, 432, 222, 456]
paragraph: Mr. Dilworth said that if the Council spent its time in debating, the season would soon pass by, and, like the Town Municipal Corporation, they would have done nothing. bbox=[10, 242, 222, 266]
